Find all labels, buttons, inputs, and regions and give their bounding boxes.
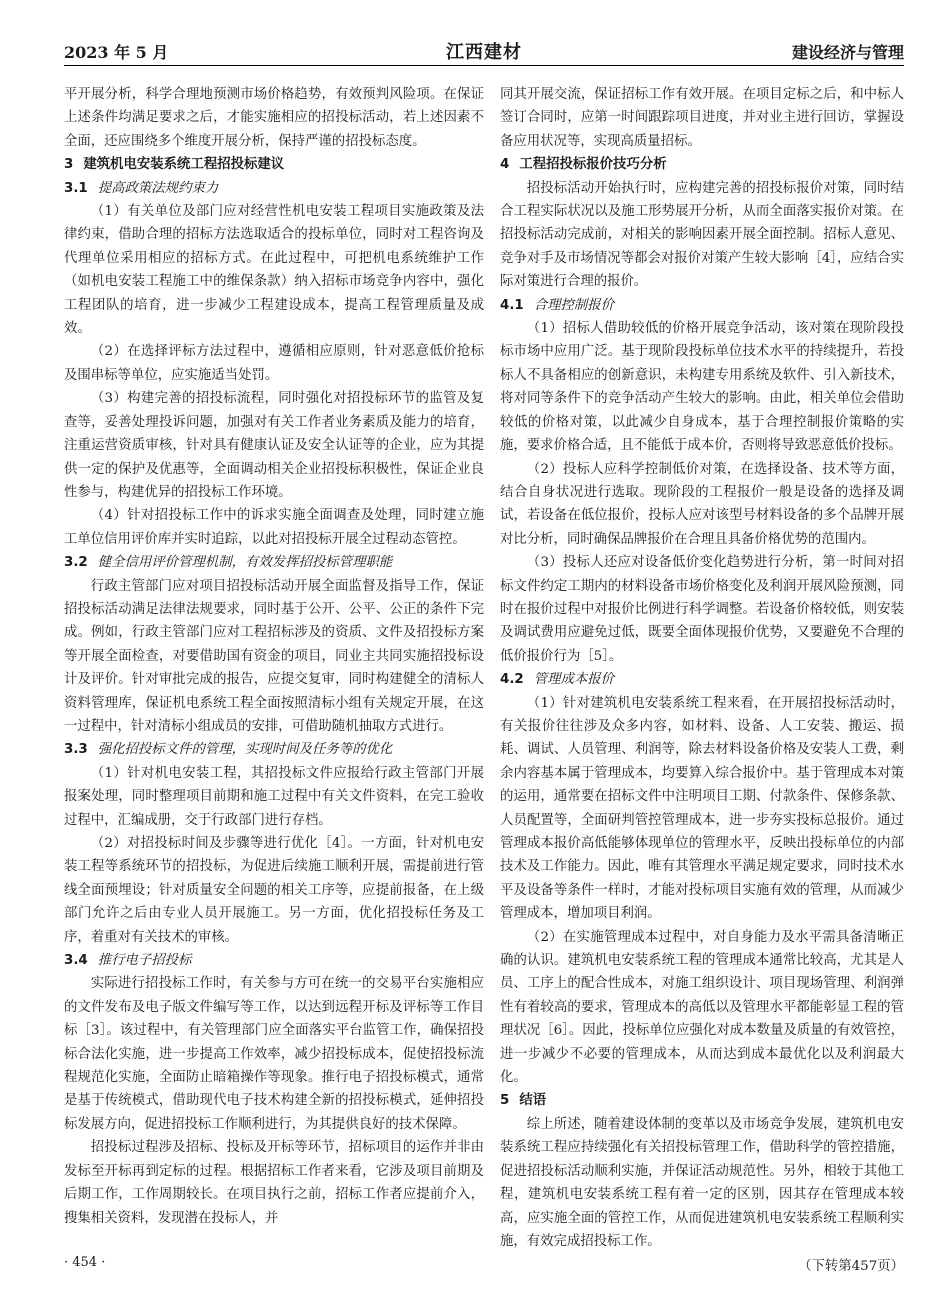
paragraph: 招投标活动开始执行时，应构建完善的招投标报价对策，同时结合工程实际状况以及施工形势展开分析，从而全面落实报价对策。在招投标活动完成前，对相关的影响因素开展全面控制。招标人意见、竞争对手及市场情况等都会对报价对策产生较大影响［4］，应结合实际对策进行合理的报价。	[500, 180, 904, 290]
paragraph: （2）投标人应科学控制低价对策，在选择设备、技术等方面，结合自身状况进行选取。现阶段的工程报价一般是设备的选择及调试，若设备在低位报价，投标人应对该型号材料设备的多个品牌开展对比分析，同时确保品牌报价在合理且具备价格优势的范围内。	[500, 461, 904, 547]
paragraph: 综上所述，随着建设体制的变革以及市场竞争发展，建筑机电安装系统工程应持续强化有关招投标管理工作，借助科学的管控措施，促进招投标活动顺利实施，并保证活动规范性。另外，相较于其他工程，建筑机电安装系统工程有着一定的区别，因其存在管理成本较高，应实施全面的管控工作，从而促进建筑机电安装系统工程顺利实施，有效完成招投标工作。	[500, 1116, 904, 1249]
heading-text: 健全信用评价管理机制，有效发挥招投标管理职能	[97, 555, 393, 571]
paragraph: （4）针对招投标工作中的诉求实施全面调查及处理，同时建立施工单位信用评价库并实时追踪，以此对招投标开展全过程动态管控。	[64, 508, 484, 547]
section-heading	[64, 153, 484, 176]
heading-text: 结语	[519, 1093, 547, 1109]
running-header	[64, 34, 904, 68]
heading-number: 3	[64, 157, 74, 173]
paragraph: （2）在选择评标方法过程中，遵循相应原则，针对恶意低价抢标及围串标等单位，应实施适当处罚。	[64, 344, 484, 383]
journal-title: 江西建材	[446, 42, 522, 63]
paragraph: （2）对招投标时间及步骤等进行优化［4］。一方面，针对机电安装工程等系统环节的招投标，为促进后续施工顺利开展，需提前进行管线全面预埋设；针对质量安全问题的相关工序等，应提前报备，在上级部门允许之后由专业人员开展施工。另一方面，优化招投标任务及工序，着重对有关技术的审核。	[64, 836, 484, 945]
heading-number: 4	[500, 157, 510, 173]
heading-text: 工程招投标报价技巧分析	[519, 157, 667, 173]
heading-text: 建筑机电安装系统工程招投标建议	[83, 157, 285, 173]
paragraph: （1）有关单位及部门应对经营性机电安装工程项目实施政策及法律约束，借助合理的招标方法选取适合的投标单位，同时对工程咨询及代理单位采用相应的招标方式。在此过程中，可把机电系统维护工作（如机电安装工程施工中的维保条款）纳入招标市场竞争内容中，强化工程团队的培育，进一步减少工程建设成本，提高工程管理质量及成效。	[64, 204, 484, 337]
heading-number: 3.1	[64, 180, 88, 196]
section-heading	[500, 1089, 904, 1112]
paragraph: （1）针对建筑机电安装系统工程来看，在开展招投标活动时，有关报价往往涉及众多内容，如材料、设备、人工安装、搬运、损耗、调试、人员管理、利润等，除去材料设备价格及安装人工费，剩余内容基本属于管理成本，均要算入综合报价中。基于管理成本对策的运用，通常要在招标文件中注明项目工期、付款条件、保修条款、人员配置等，全面研判管控管理成本，进一步夯实投标总报价。通过管理成本报价高低能够体现单位的管理水平，反映出投标单位的内部技术及工作能力。因此，唯有其管理水平满足规定要求，同时技术水平及设备等条件一样时，才能对投标项目实施有效的管理，从而减少管理成本，增加项目利润。	[500, 695, 904, 922]
paragraph: （1）针对机电安装工程，其招投标文件应报给行政主管部门开展报案处理，同时整理项目前期和施工过程中有关文件资料，在完工验收过程中，汇编成册，交于行政部门进行存档。	[64, 765, 484, 828]
subsection-heading	[500, 668, 904, 691]
paragraph: （2）在实施管理成本过程中，对自身能力及水平需具备清晰正确的认识。建筑机电安装系统工程的管理成本通常比较高，尤其是人员、工序上的配合性成本，对施工组织设计、项目现场管理、利润弹性有着较高的要求，管理成本的高低以及管理水平都能彰显工程的管理状况［6］。因此，投标单位应强化对成本数量及质量的有效管控，进一步减少不必要的管理成本，从而达到成本最优化以及利润最大化。	[500, 929, 904, 1086]
paragraph: （3）投标人还应对设备低价变化趋势进行分析，第一时间对招标文件约定工期内的材料设备市场价格变化及利润开展风险预测，同时在报价过程中对报价比例进行科学调整。若设备价格较低，则安装及调试费用应避免过低，既要全面体现报价优势，又要避免不合理的低价报价行为［5］。	[500, 555, 904, 664]
continuation-note: （下转第457页）	[798, 1259, 904, 1275]
paragraph: 同其开展交流，保证招标工作有效开展。在项目定标之后，和中标人签订合同时，应第一时间跟踪项目进度，并对业主进行回访，掌握设备应用状况等，实现高质量招标。	[500, 87, 904, 149]
heading-number: 3.4	[64, 953, 88, 969]
section-name: 建设经济与管理	[791, 43, 904, 62]
subsection-heading	[500, 294, 904, 317]
heading-text: 合理控制报价	[533, 297, 615, 313]
paragraph: （3）构建完善的招投标流程，同时强化对招投标环节的监管及复查等，妥善处理投诉问题，加强对有关工作者业务素质及能力的培育，注重运营资质审核，针对具有健康认证及安全认证等的企业，应为其提供一定的保护及优惠等，全面调动相关企业招投标积极性，保证企业良性参与，构建优异的招投标工作环境。	[64, 391, 484, 500]
subsection-heading	[64, 738, 484, 761]
heading-number: 3.2	[64, 555, 88, 571]
paragraph: 行政主管部门应对项目招投标活动开展全面监督及指导工作，保证招投标活动满足法律法规要求，同时基于公开、公平、公正的条件下完成。例如，行政主管部门应对工程招标涉及的资质、文件及招投标方案等开展全面检查，对要借助国有资金的项目，同业主共同实施招投标设计及评价。针对审批完成的报告，应提交复审，同时构建健全的清标人资料管理库，保证机电系统工程全面按照清标小组有关规定开展，在这一过程中，针对清标小组成员的安排，可借助随机抽取方式进行。	[64, 578, 484, 734]
header-rule	[64, 65, 904, 66]
subsection-heading	[64, 949, 484, 972]
issue-date: 2023 年 5 月	[64, 43, 169, 62]
heading-number: 5	[500, 1093, 510, 1109]
heading-number: 4.2	[500, 672, 524, 688]
left-column	[64, 83, 484, 1230]
subsection-heading	[64, 177, 484, 200]
section-heading	[500, 153, 904, 176]
page-number: · 454 ·	[64, 1255, 106, 1270]
heading-number: 4.1	[500, 297, 524, 313]
right-column	[500, 83, 904, 1279]
paragraph: 招投标过程涉及招标、投标及开标等环节，招标项目的运作并非由发标至开标再到定标的过程。根据招标工作者来看，它涉及项目前期及后期工作，工作周期较长。在项目执行之前，招标工作者应提前介入，搜集相关资料，发现潜在投标人，并	[64, 1140, 484, 1226]
heading-number: 3.3	[64, 742, 88, 758]
heading-text: 强化招投标文件的管理，实现时间及任务等的优化	[97, 742, 393, 758]
paragraph: 平开展分析，科学合理地预测市场价格趋势，有效预判风险项。在保证上述条件均满足要求之后，才能实施相应的招投标活动，若上述因素不全面，还应围绕多个维度开展分析，保持严谨的招投标态度。	[64, 87, 484, 149]
heading-text: 提高政策法规约束力	[97, 180, 219, 196]
heading-text: 管理成本报价	[533, 672, 615, 688]
subsection-heading	[64, 551, 484, 574]
paragraph: 实际进行招投标工作时，有关参与方可在统一的交易平台实施相应的文件发布及电子版文件编写等工作，以达到远程开标及评标等工作目标［3］。该过程中，有关管理部门应全面落实平台监管工作，确保招投标合法化实施，进一步提高工作效率，减少招投标成本，促使招投标流程规范化实施，全面防止暗箱操作等现象。推行电子招投标模式，通常是基于传统模式，借助现代电子技术构建全新的招投标模式，延伸招投标发展方向，促进招投标工作顺利进行，为其提供良好的技术保障。	[64, 976, 484, 1132]
paragraph: （1）招标人借助较低的价格开展竞争活动，该对策在现阶段投标市场中应用广泛。基于现阶段投标单位技术水平的持续提升，若投标人不具备相应的创新意识，未构建专用系统及软件、引入新技术，将对同等条件下的竞争活动产生较大的影响。由此，相关单位会借助较低的价格对策，以此减少自身成本，基于合理控制报价策略的实施，要求价格合适，且不能低于成本价，否则将导致恶意低价投标。	[500, 321, 904, 454]
heading-text: 推行电子招投标	[97, 953, 192, 969]
